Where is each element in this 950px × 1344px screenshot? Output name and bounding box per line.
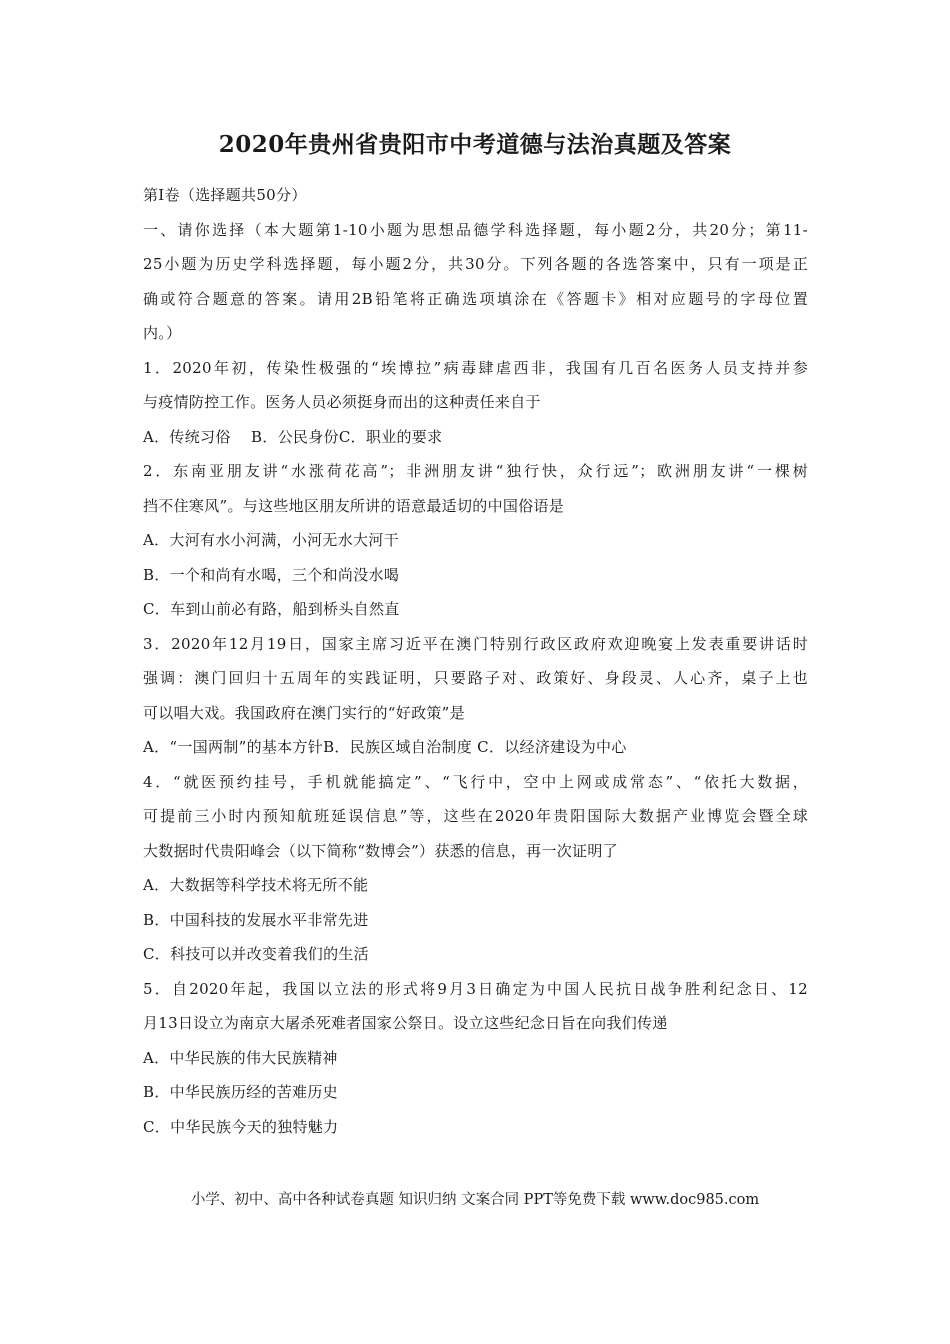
question-5-option-c: C．中华民族今天的独特魅力 (143, 1117, 339, 1136)
question-3-stem: 可以唱大戏。我国政府在澳门实行的“好政策”是 (143, 703, 465, 722)
question-5-option-a: A．中华民族的伟大民族精神 (143, 1048, 338, 1067)
instruction-line: 25小题为历史学科选择题，每小题2分，共30分。下列各题的各选答案中，只有一项是正 (143, 255, 808, 273)
question-1-stem: 1．2020年初，传染性极强的“埃博拉”病毒肆虐西非，我国有几百名医务人员支持并参 (143, 358, 808, 377)
question-2-option-a: A．大河有水小河满，小河无水大河干 (143, 531, 399, 549)
question-4-stem: 大数据时代贵阳峰会（以下简称“数博会”）获悉的信息，再一次证明了 (143, 841, 618, 860)
question-3-options: A．“一国两制”的基本方针B．民族区域自治制度 C．以经济建设为中心 (143, 738, 627, 756)
question-5-option-b: B．中华民族历经的苦难历史 (143, 1083, 338, 1101)
instruction-line: 一、请你选择（本大题第1-10小题为思想品德学科选择题，每小题2分，共20分；第11- (143, 220, 808, 239)
question-3-stem: 3．2020年12月19日，国家主席习近平在澳门特别行政区政府欢迎晚宴上发表重要讲话时 (143, 634, 808, 653)
question-1-options: A．传统习俗 B．公民身份C．职业的要求 (143, 427, 443, 446)
question-5-stem: 5．自2020年起，我国以立法的形式将9月3日确定为中国人民抗日战争胜利纪念日、12 (143, 979, 808, 998)
document-body (143, 178, 808, 1144)
question-4-stem: 4．“就医预约挂号，手机就能搞定”、“飞行中，空中上网或成常态”、“依托大数据， (143, 772, 808, 791)
question-4-option-a: A．大数据等科学技术将无所不能 (143, 876, 369, 894)
question-3-stem: 强调：澳门回归十五周年的实践证明，只要路子对、政策好、身段灵、人心齐，桌子上也 (143, 669, 808, 687)
question-2-option-c: C．车到山前必有路，船到桥头自然直 (143, 600, 400, 618)
question-4-option-c: C．科技可以并改变着我们的生活 (143, 945, 369, 963)
question-2-option-b: B．一个和尚有水喝，三个和尚没水喝 (143, 565, 400, 584)
instruction-line: 内。） (143, 324, 182, 342)
question-4-option-b: B．中国科技的发展水平非常先进 (143, 910, 369, 929)
document-title: 2020年贵州省贵阳市中考道德与法治真题及答案 (218, 131, 732, 158)
question-1-stem: 与疫情防控工作。医务人员必须挺身而出的这种责任来自于 (143, 393, 541, 411)
instruction-line: 确或符合题意的答案。请用2B铅笔将正确选项填涂在《答题卡》相对应题号的字母位置 (143, 289, 808, 308)
page-footer: 小学、初中、高中各种试卷真题 知识归纳 文案合同 PPT等免费下载 www.doc985.com (190, 1192, 760, 1208)
question-5-stem: 月13日设立为南京大屠杀死难者国家公祭日。设立这些纪念日旨在向我们传递 (143, 1014, 668, 1032)
section-heading: 第Ⅰ卷（选择题共50分） (143, 186, 307, 204)
question-2-stem: 挡不住寒风”。与这些地区朋友所讲的语意最适切的中国俗语是 (143, 496, 565, 515)
question-2-stem: 2．东南亚朋友讲“水涨荷花高”；非洲朋友讲“独行快，众行远”；欧洲朋友讲“一棵树 (143, 462, 808, 480)
question-4-stem: 可提前三小时内预知航班延误信息”等，这些在2020年贵阳国际大数据产业博览会暨全球 (143, 807, 808, 825)
